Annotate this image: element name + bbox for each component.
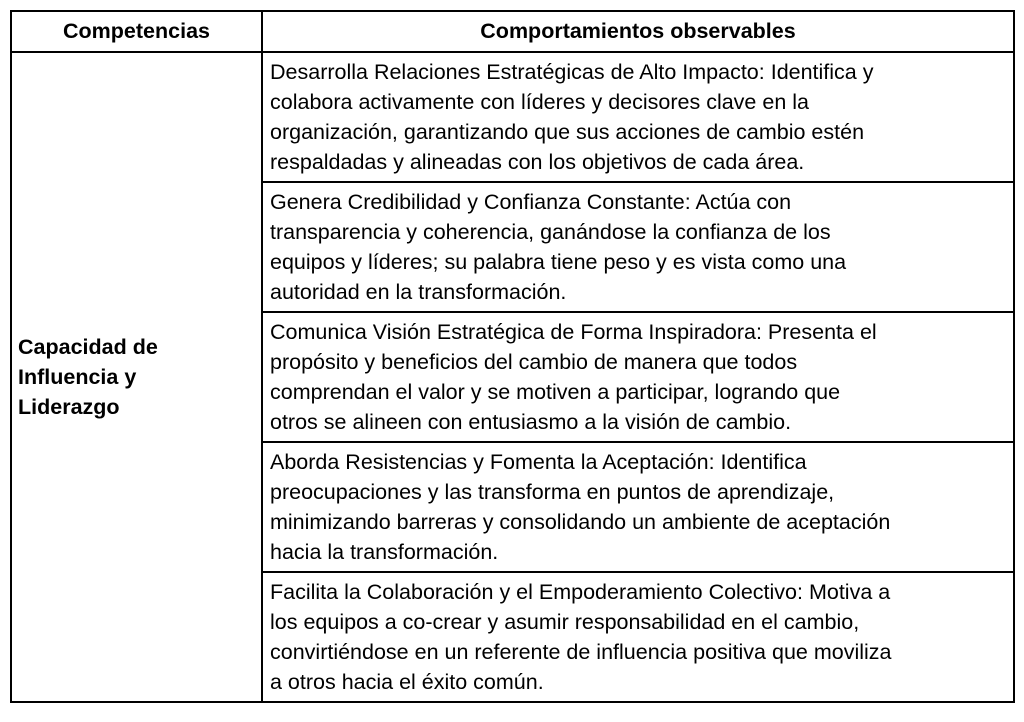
behavior-cell: Facilita la Colaboración y el Empoderamiento Colectivo: Motiva a los equipos a co-crear y asumir responsabilidad en el cambio, convirtiéndose en un referente de influencia positiva que moviliza a otros hacia el éxito común. — [262, 572, 1014, 702]
competency-label: Capacidad de Influencia y Liderazgo — [18, 335, 158, 419]
competencies-table — [10, 10, 1015, 703]
behavior-cell: Genera Credibilidad y Confianza Constante: Actúa con transparencia y coherencia, ganándose la confianza de los equipos y líderes; su palabra tiene peso y es vista como una autoridad en la transformación. — [262, 182, 1014, 312]
header-row — [11, 11, 1014, 52]
behavior-cell: Comunica Visión Estratégica de Forma Inspiradora: Presenta el propósito y beneficios del cambio de manera que todos comprendan el valor y se motiven a participar, logrando que otros se alineen con entusiasmo a la visión de cambio. — [262, 312, 1014, 442]
competency-cell — [11, 52, 262, 702]
header-competencias: Competencias — [11, 11, 262, 52]
behavior-cell: Aborda Resistencias y Fomenta la Aceptación: Identifica preocupaciones y las transforma en puntos de aprendizaje, minimizando barreras y consolidando un ambiente de aceptación hacia la transformación. — [262, 442, 1014, 572]
header-comportamientos: Comportamientos observables — [262, 11, 1014, 52]
table-row — [11, 52, 1014, 182]
behavior-cell: Desarrolla Relaciones Estratégicas de Alto Impacto: Identifica y colabora activamente con líderes y decisores clave en la organización, garantizando que sus acciones de cambio estén respaldadas y alineadas con los objetivos de cada área. — [262, 52, 1014, 182]
